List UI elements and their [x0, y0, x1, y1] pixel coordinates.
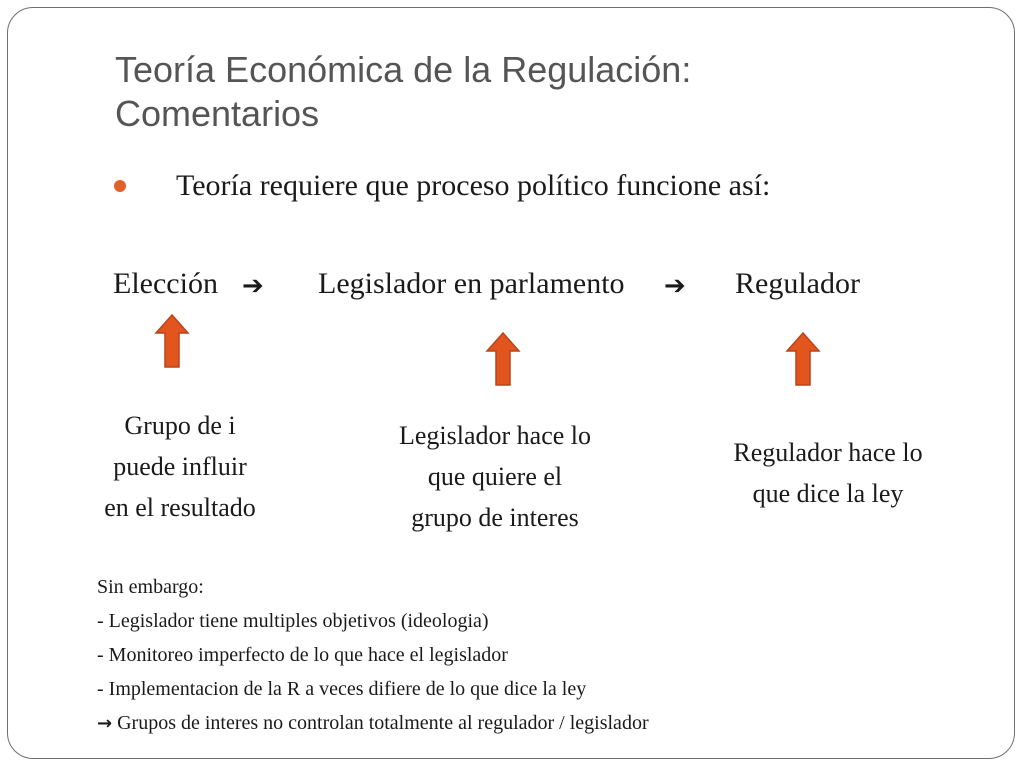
- caption-legislador: [370, 415, 620, 538]
- caption-line: en el resultado: [104, 493, 256, 522]
- title-line-1: Teoría Económica de la Regulación:: [115, 49, 692, 90]
- notes-item: - Implementacion de la R a veces difiere de lo que dice la ley: [97, 678, 587, 700]
- notes-block: [97, 570, 649, 741]
- caption-regulador: [700, 432, 956, 514]
- right-arrow-icon: →: [97, 713, 113, 734]
- right-arrow-icon: ➔: [664, 271, 686, 301]
- caption-line: Regulador hace lo: [733, 438, 923, 467]
- bullet-icon: [114, 180, 126, 192]
- notes-conclusion-text: Grupos de interes no controlan totalmente al regulador / legislador: [117, 712, 649, 734]
- flow-step-regulador: Regulador: [735, 267, 860, 300]
- slide-title: [115, 48, 935, 136]
- bullet-text: Teoría requiere que proceso político funcione así:: [176, 169, 771, 202]
- caption-line: grupo de interes: [411, 503, 579, 532]
- up-arrow-icon: [485, 331, 521, 387]
- right-arrow-icon: ➔: [242, 271, 264, 301]
- caption-line: Grupo de i: [124, 411, 236, 440]
- caption-grupo: [78, 405, 282, 528]
- up-arrow-icon: [785, 331, 821, 387]
- notes-item: - Monitoreo imperfecto de lo que hace el legislador: [97, 644, 508, 666]
- notes-heading: Sin embargo:: [97, 576, 204, 598]
- flow-step-legislador: Legislador en parlamento: [318, 267, 625, 300]
- notes-item: - Legislador tiene multiples objetivos (ideologia): [97, 610, 489, 632]
- caption-line: puede influir: [113, 452, 247, 481]
- up-arrow-icon: [154, 313, 190, 369]
- flow-step-eleccion: Elección: [113, 267, 218, 300]
- notes-conclusion: [97, 706, 649, 741]
- caption-line: que quiere el: [427, 462, 563, 491]
- caption-line: Legislador hace lo: [398, 421, 592, 450]
- caption-line: que dice la ley: [752, 479, 904, 508]
- title-line-2: Comentarios: [115, 93, 320, 134]
